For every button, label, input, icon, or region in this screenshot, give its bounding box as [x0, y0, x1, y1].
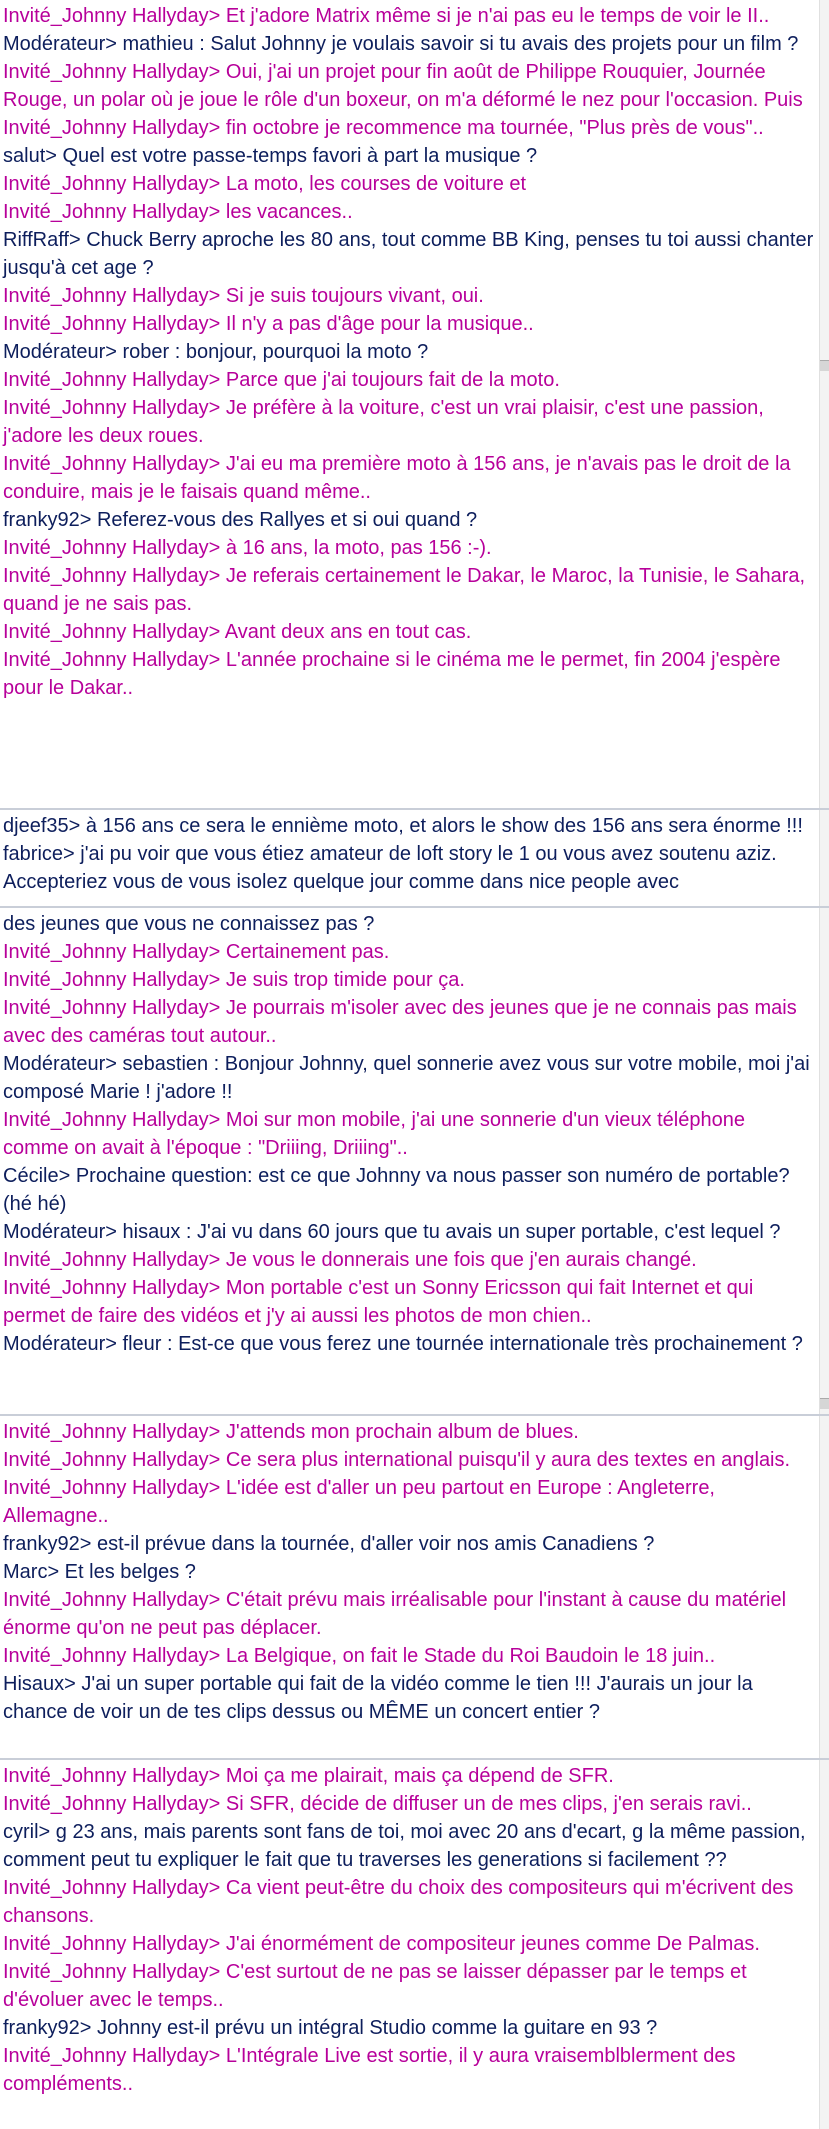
chat-message: Invité_Johnny Hallyday> Ce sera plus international puisqu'il y aura des textes en anglais. — [3, 1449, 791, 1471]
chat-message: Invité_Johnny Hallyday> Je referais certainement le Dakar, le Maroc, la Tunisie, le Sahara, quand je ne sais pas. — [3, 565, 806, 615]
chat-message: Invité_Johnny Hallyday> L'année prochaine si le cinéma me le permet, fin 2004 j'espère pour le Dakar.. — [3, 649, 781, 699]
chat-message: Invité_Johnny Hallyday> La moto, les courses de voiture et — [3, 173, 527, 195]
chat-message: Invité_Johnny Hallyday> Ca vient peut-être du choix des compositeurs qui m'écrivent des chansons. — [3, 1877, 794, 1927]
chat-panel-2 — [0, 810, 829, 906]
scroll-thumb[interactable] — [820, 1398, 829, 1409]
chat-message: Modérateur> rober : bonjour, pourquoi la moto ? — [3, 341, 429, 363]
chat-message: Invité_Johnny Hallyday> Mon portable c'est un Sonny Ericsson qui fait Internet et qui permet de faire des vidéos et j'y ai aussi les photos de mon chien.. — [3, 1277, 754, 1327]
chat-message: Invité_Johnny Hallyday> Je pourrais m'isoler avec des jeunes que je ne connais pas mais avec des caméras tout autour.. — [3, 997, 797, 1047]
chat-message: Marc> Et les belges ? — [3, 1561, 196, 1583]
chat-message: fabrice> j'ai pu voir que vous étiez amateur de loft story le 1 ou vous avez soutenu aziz. Accepteriez vous de vous isolez quelque jour comme dans nice people avec — [3, 843, 777, 893]
chat-panel-5 — [0, 1760, 829, 2129]
chat-message: Invité_Johnny Hallyday> Parce que j'ai toujours fait de la moto. — [3, 369, 560, 391]
chat-message: Invité_Johnny Hallyday> Moi ça me plairait, mais ça dépend de SFR. — [3, 1765, 614, 1787]
chat-panel-3 — [0, 908, 829, 1414]
chat-message: Invité_Johnny Hallyday> Je vous le donnerais une fois que j'en aurais changé. — [3, 1249, 697, 1271]
chat-message: Invité_Johnny Hallyday> J'ai énormément de compositeur jeunes comme De Palmas. — [3, 1933, 760, 1955]
chat-message: Invité_Johnny Hallyday> C'était prévu mais irréalisable pour l'instant à cause du matériel énorme qu'on ne peut pas déplacer. — [3, 1589, 787, 1639]
chat-message: Invité_Johnny Hallyday> Oui, j'ai un projet pour fin août de Philippe Rouquier, Journée Rouge, un polar où je joue le rôle d'un boxeur, on m'a déformé le nez pour l'occasion. Puis — [3, 61, 803, 111]
scrollbar[interactable] — [819, 810, 829, 906]
chat-message: Invité_Johnny Hallyday> L'idée est d'aller un peu partout en Europe : Angleterre, Allemagne.. — [3, 1477, 715, 1527]
chat-message: Invité_Johnny Hallyday> Certainement pas. — [3, 941, 390, 963]
scrollbar[interactable] — [819, 0, 829, 808]
chat-message: des jeunes que vous ne connaissez pas ? — [3, 913, 375, 935]
chat-panel-4 — [0, 1416, 829, 1758]
chat-log — [0, 1760, 829, 2098]
chat-message: Invité_Johnny Hallyday> à 16 ans, la moto, pas 156 :-). — [3, 537, 492, 559]
chat-message: franky92> Referez-vous des Rallyes et si oui quand ? — [3, 509, 478, 531]
chat-message: Invité_Johnny Hallyday> fin octobre je recommence ma tournée, "Plus près de vous".. — [3, 117, 764, 139]
chat-message: franky92> Johnny est-il prévu un intégral Studio comme la guitare en 93 ? — [3, 2017, 658, 2039]
scrollbar[interactable] — [819, 1760, 829, 2129]
chat-message: Invité_Johnny Hallyday> C'est surtout de ne pas se laisser dépasser par le temps et d'évoluer avec le temps.. — [3, 1961, 747, 2011]
chat-message: Invité_Johnny Hallyday> Je préfère à la voiture, c'est un vrai plaisir, c'est une passion, j'adore les deux roues. — [3, 397, 764, 447]
chat-log — [0, 908, 829, 1358]
chat-message: Modérateur> sebastien : Bonjour Johnny, quel sonnerie avez vous sur votre mobile, moi j'ai composé Marie ! j'adore !! — [3, 1053, 810, 1103]
chat-message: Modérateur> mathieu : Salut Johnny je voulais savoir si tu avais des projets pour un film ? — [3, 33, 799, 55]
chat-message: Invité_Johnny Hallyday> Et j'adore Matrix même si je n'ai pas eu le temps de voir le II.. — [3, 5, 770, 27]
chat-message: RiffRaff> Chuck Berry aproche les 80 ans, tout comme BB King, penses tu toi aussi chanter jusqu'à cet age ? — [3, 229, 814, 279]
chat-message: salut> Quel est votre passe-temps favori à part la musique ? — [3, 145, 538, 167]
chat-log — [0, 1416, 829, 1726]
chat-message: Invité_Johnny Hallyday> Moi sur mon mobile, j'ai une sonnerie d'un vieux téléphone comme on avait à l'époque : "Driiing, Driiing".. — [3, 1109, 745, 1159]
scrollbar[interactable] — [819, 1416, 829, 1758]
chat-message: Invité_Johnny Hallyday> J'attends mon prochain album de blues. — [3, 1421, 579, 1443]
chat-message: Invité_Johnny Hallyday> L'Intégrale Live est sortie, il y aura vraisemblblerment des compléments.. — [3, 2045, 736, 2095]
chat-message: cyril> g 23 ans, mais parents sont fans de toi, moi avec 20 ans d'ecart, g la même passion, comment peut tu expliquer le fait que tu traverses les generations si facilement ?? — [3, 1821, 806, 1871]
scroll-thumb[interactable] — [820, 360, 829, 371]
chat-log — [0, 0, 829, 702]
chat-message: Invité_Johnny Hallyday> Il n'y a pas d'âge pour la musique.. — [3, 313, 534, 335]
chat-message: Cécile> Prochaine question: est ce que Johnny va nous passer son numéro de portable? (hé hé) — [3, 1165, 790, 1215]
chat-message: Invité_Johnny Hallyday> Je suis trop timide pour ça. — [3, 969, 465, 991]
chat-message: Modérateur> fleur : Est-ce que vous ferez une tournée internationale très prochainement ? — [3, 1333, 803, 1355]
chat-message: franky92> est-il prévue dans la tournée, d'aller voir nos amis Canadiens ? — [3, 1533, 655, 1555]
chat-message: djeef35> à 156 ans ce sera le ennième moto, et alors le show des 156 ans sera énorme !!! — [3, 815, 803, 837]
chat-message: Invité_Johnny Hallyday> Avant deux ans en tout cas. — [3, 621, 472, 643]
chat-message: Invité_Johnny Hallyday> Si SFR, décide de diffuser un de mes clips, j'en serais ravi.. — [3, 1793, 752, 1815]
chat-log — [0, 810, 829, 896]
chat-message: Invité_Johnny Hallyday> La Belgique, on fait le Stade du Roi Baudoin le 18 juin.. — [3, 1645, 716, 1667]
chat-message: Invité_Johnny Hallyday> J'ai eu ma première moto à 156 ans, je n'avais pas le droit de la conduire, mais je le faisais quand même.. — [3, 453, 791, 503]
chat-message: Modérateur> hisaux : J'ai vu dans 60 jours que tu avais un super portable, c'est lequel ? — [3, 1221, 781, 1243]
chat-message: Hisaux> J'ai un super portable qui fait de la vidéo comme le tien !!! J'aurais un jour la chance de voir un de tes clips dessus ou MÊME un concert entier ? — [3, 1673, 753, 1723]
scrollbar[interactable] — [819, 908, 829, 1414]
chat-message: Invité_Johnny Hallyday> les vacances.. — [3, 201, 353, 223]
chat-panel-1 — [0, 0, 829, 808]
chat-message: Invité_Johnny Hallyday> Si je suis toujours vivant, oui. — [3, 285, 484, 307]
